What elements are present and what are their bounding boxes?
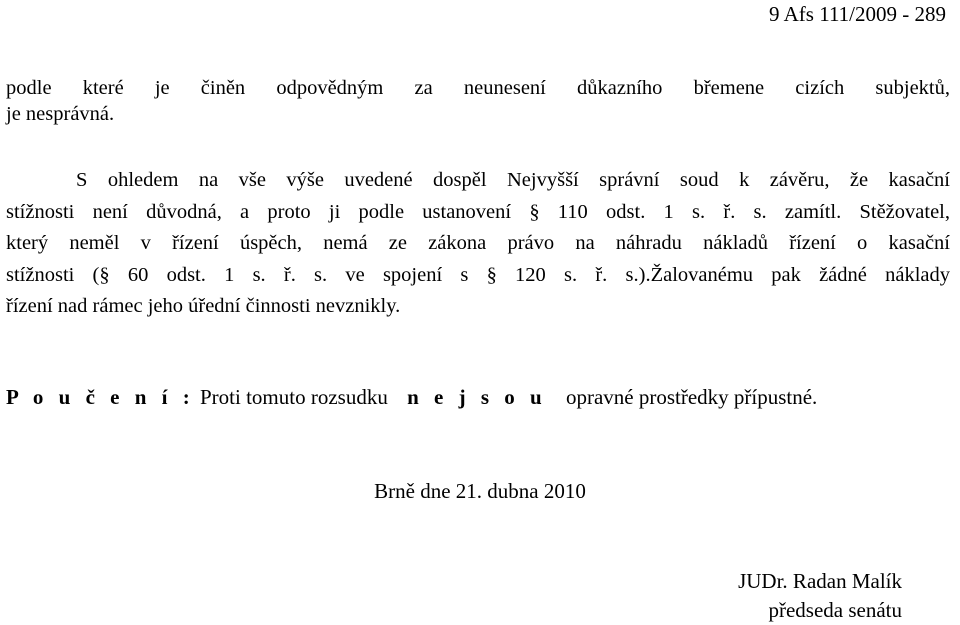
signature-name: JUDr. Radan Malík (738, 569, 902, 593)
instruction-line (6, 385, 950, 409)
place-and-date: Brně dne 21. dubna 2010 (374, 479, 586, 503)
paragraph-1-line-2: je nesprávná. (6, 103, 115, 125)
instruction-text-before: Proti tomuto rozsudku (200, 385, 388, 409)
paragraph-2-line-2: stížnosti není důvodná, a proto ji podle ustanovení § 110 odst. 1 s. ř. s. zamítl. Stěžovatel, (6, 201, 950, 223)
instruction-text-after: opravné prostředky přípustné. (565, 385, 818, 409)
paragraph-2-line-5: řízení nad rámec jeho úřední činnosti nevznikly. (6, 295, 401, 317)
case-reference: 9 Afs 111/2009 - 289 (769, 2, 946, 26)
paragraph-2-line-1: S ohledem na vše výše uvedené dospěl Nejvyšší správní soud k závěru, že kasační (76, 169, 950, 191)
instruction-heading: P o u č e n í : (6, 385, 195, 409)
paragraph-2-line-4: stížnosti (§ 60 odst. 1 s. ř. s. ve spojení s § 120 s. ř. s.).Žalovanému pak žádné náklady (6, 264, 950, 286)
paragraph-1-line-1: podle které je činěn odpovědným za neunesení důkazního břemene cizích subjektů, (6, 77, 950, 99)
instruction-emphasis: n e j s o u (407, 385, 547, 409)
signature-title: předseda senátu (768, 598, 902, 622)
paragraph-2-line-3: který neměl v řízení úspěch, nemá ze zákona právo na náhradu nákladů řízení o kasační (6, 232, 950, 254)
